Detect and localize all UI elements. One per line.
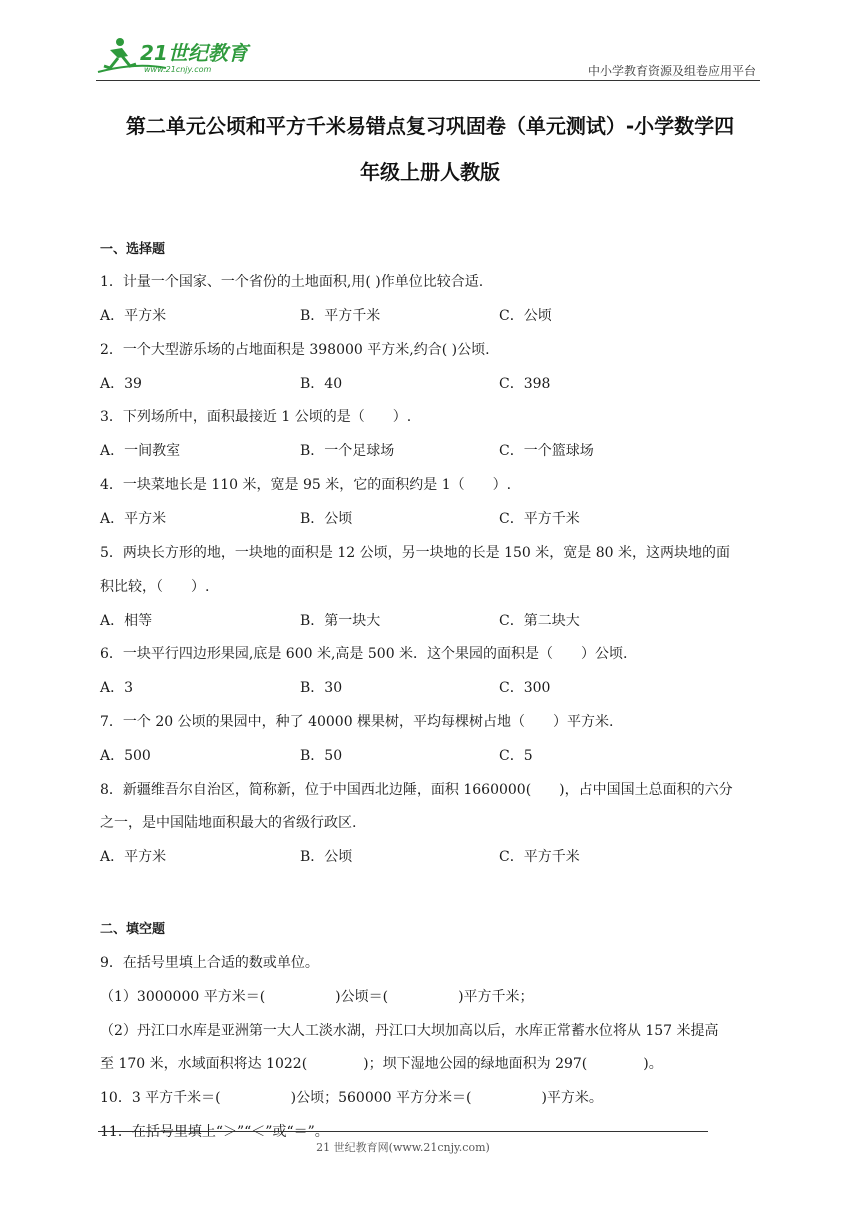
footer-text: 21 世纪教育网(www.21cnjy.com) (316, 1141, 490, 1154)
question-5-continued: 积比较，（ ）. (100, 579, 210, 595)
question-9-part-1: （1）3000000 平方米＝( )公顷＝( )平方千米； (100, 989, 534, 1005)
option-b: B．公顷 (300, 511, 353, 527)
option-c: C．平方千米 (499, 849, 580, 865)
platform-name: 中小学教育资源及组卷应用平台 (587, 64, 756, 78)
option-c: C．398 (499, 376, 551, 392)
question-3: 3．下列场所中，面积最接近 1 公顷的是（ ）. (100, 409, 412, 425)
question-4: 4．一块菜地长是 110 米，宽是 95 米，它的面积约是 1（ ）. (100, 477, 512, 493)
option-a: A．平方米 (100, 308, 167, 324)
question-10: 10．3 平方千米＝( )公顷；560000 平方分米＝( )平方米。 (100, 1090, 603, 1106)
option-a: A．相等 (100, 613, 153, 629)
option-c: C．第二块大 (499, 613, 580, 629)
option-b: B．40 (300, 376, 343, 392)
section-heading-fill-blank: 二、填空题 (100, 922, 166, 937)
option-b: B．50 (300, 748, 343, 764)
logo-text: 21世纪教育 (140, 41, 248, 65)
option-c: C．公顷 (499, 308, 552, 324)
option-b: B．公顷 (300, 849, 353, 865)
question-8-continued: 之一，是中国陆地面积最大的省级行政区. (100, 815, 357, 831)
option-a: A．39 (100, 376, 142, 392)
option-c: C．5 (499, 748, 533, 764)
question-2: 2．一个大型游乐场的占地面积是 398000 平方米,约合( )公顷. (100, 342, 490, 358)
option-b: B．平方千米 (300, 308, 381, 324)
page-title-line-2: 年级上册人教版 (360, 160, 500, 184)
question-9-part-2: （2）丹江口水库是亚洲第一大人工淡水湖，丹江口大坝加高以后，水库正常蓄水位将从 157 米提高 (100, 1023, 719, 1039)
question-5: 5．两块长方形的地，一块地的面积是 12 公顷，另一块地的长是 150 米，宽是 80 米，这两块地的面 (100, 545, 730, 561)
page-title-line-1: 第二单元公顷和平方千米易错点复习巩固卷（单元测试）-小学数学四 (125, 114, 735, 138)
option-c: C．300 (499, 680, 551, 696)
option-c: C．一个篮球场 (499, 443, 594, 459)
option-c: C．平方千米 (499, 511, 580, 527)
section-heading-choice: 一、选择题 (100, 242, 166, 257)
question-11: 11．在括号里填上“＞”“＜”或“＝”。 (100, 1124, 329, 1140)
option-a: A．500 (100, 748, 151, 764)
option-a: A．平方米 (100, 511, 167, 527)
header-divider (96, 80, 760, 81)
option-b: B．一个足球场 (300, 443, 395, 459)
option-b: B．30 (300, 680, 343, 696)
option-b: B．第一块大 (300, 613, 381, 629)
question-6: 6．一块平行四边形果园,底是 600 米,高是 500 米．这个果园的面积是（ ）公顷. (100, 646, 628, 662)
question-9: 9．在括号里填上合适的数或单位。 (100, 955, 319, 971)
option-a: A．平方米 (100, 849, 167, 865)
option-a: A．3 (100, 680, 134, 696)
question-8: 8．新疆维吾尔自治区，简称新，位于中国西北边陲，面积 1660000( )，占中国国土总面积的六分 (100, 782, 733, 798)
question-1: 1．计量一个国家、一个省份的土地面积,用( )作单位比较合适. (100, 274, 484, 290)
question-9-part-2-continued: 至 170 米，水域面积将达 1022( )；坝下湿地公园的绿地面积为 297( )。 (100, 1056, 663, 1072)
logo-url: www.21cnjy.com (144, 65, 212, 74)
site-logo (96, 34, 256, 78)
logo-graphic (96, 34, 256, 78)
question-7: 7．一个 20 公顷的果园中，种了 40000 棵果树，平均每棵树占地（ ）平方米. (100, 714, 614, 730)
footer-divider (98, 1131, 708, 1132)
option-a: A．一间教室 (100, 443, 181, 459)
